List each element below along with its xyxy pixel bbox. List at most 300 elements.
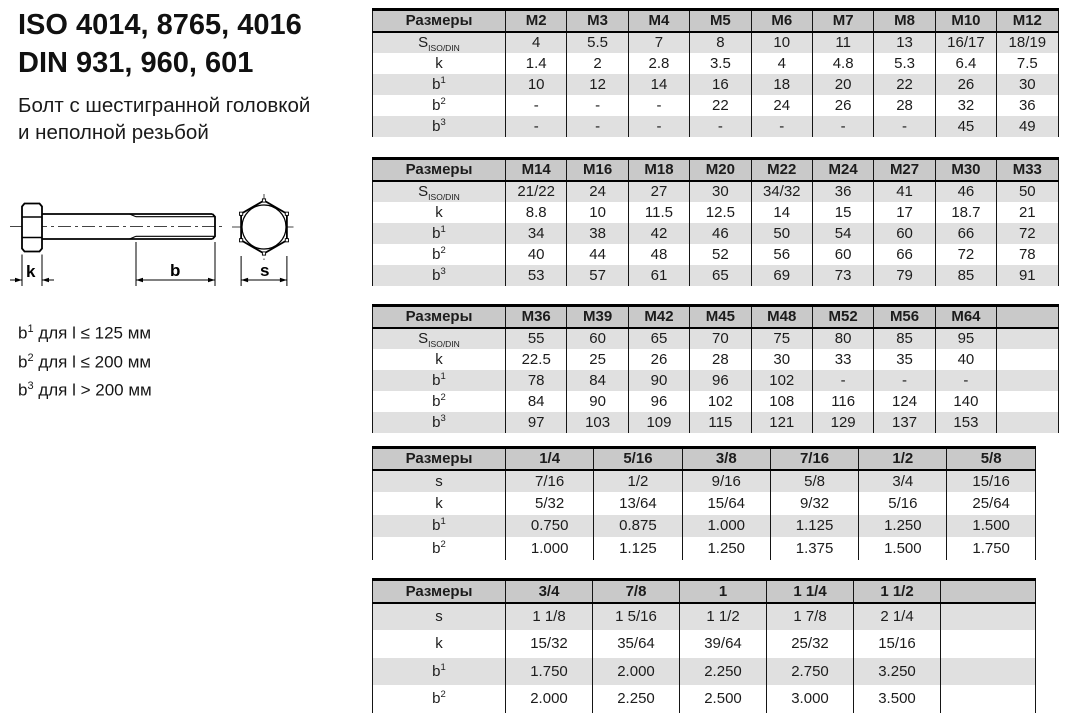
description-line-1: Болт с шестигранной головкой <box>18 94 311 117</box>
header-row <box>373 448 1036 470</box>
value-cell: 102 <box>690 391 751 412</box>
value-cell: 103 <box>567 412 628 433</box>
value-cell: 4 <box>751 53 812 74</box>
value-cell: 8 <box>690 32 751 53</box>
value-cell: 15/16 <box>854 630 941 658</box>
value-cell: 102 <box>751 370 812 391</box>
value-cell: 22 <box>874 74 935 95</box>
value-cell: 16 <box>690 74 751 95</box>
k-arrow-right <box>42 278 49 283</box>
value-cell: 2.8 <box>628 53 689 74</box>
value-cell: 72 <box>997 223 1058 244</box>
empty-column-header <box>997 306 1058 328</box>
value-cell: 54 <box>812 223 873 244</box>
row-label: $b^2$ <box>432 95 446 114</box>
value-cell: 13/64 <box>594 492 682 515</box>
dimension-table-inch-quarter-to-fiveeighths <box>372 446 1036 560</box>
value-cell: 46 <box>935 181 996 202</box>
value-cell: - <box>874 116 935 137</box>
value-cell: 15 <box>812 202 873 223</box>
value-cell: 1.750 <box>506 658 593 686</box>
column-header-M18: M18 <box>628 159 689 181</box>
footnote-1: $b^1$ для l ≤ 125 мм <box>18 323 152 343</box>
empty-cell <box>997 412 1058 433</box>
value-cell: 61 <box>628 265 689 286</box>
table-row-b2 <box>373 244 1059 265</box>
value-cell: 50 <box>751 223 812 244</box>
column-header-M2: M2 <box>506 10 567 32</box>
empty-column-header <box>941 580 1036 603</box>
value-cell: - <box>812 116 873 137</box>
value-cell: 26 <box>812 95 873 116</box>
value-cell: 18 <box>751 74 812 95</box>
value-cell: 85 <box>874 328 935 349</box>
description-line-2: и неполной резьбой <box>18 121 209 144</box>
value-cell: 84 <box>506 391 567 412</box>
value-cell: 2.750 <box>767 658 854 686</box>
value-cell: 57 <box>567 265 628 286</box>
value-cell: - <box>628 95 689 116</box>
column-header-M5: M5 <box>690 10 751 32</box>
row-label: $b^1$ <box>373 515 506 538</box>
row-label: $b^1$ <box>373 370 506 391</box>
value-cell: 14 <box>751 202 812 223</box>
value-cell: 32 <box>935 95 996 116</box>
table-row-b2 <box>373 685 1036 713</box>
corner-header: Размеры <box>373 580 506 603</box>
value-cell: 26 <box>935 74 996 95</box>
column-header-M12: M12 <box>997 10 1058 32</box>
value-cell: 16/17 <box>935 32 996 53</box>
value-cell: 115 <box>690 412 751 433</box>
value-cell: 129 <box>812 412 873 433</box>
table-row-k <box>373 492 1036 515</box>
dimension-table-metric-m14-m33 <box>372 157 1059 286</box>
corner-header: Размеры <box>373 306 506 328</box>
value-cell: 15/32 <box>506 630 593 658</box>
value-cell: 22 <box>690 95 751 116</box>
row-label: $b^1$ <box>373 74 506 95</box>
value-cell: 18.7 <box>935 202 996 223</box>
value-cell: 35 <box>874 349 935 370</box>
value-cell: 53 <box>506 265 567 286</box>
value-cell: 69 <box>751 265 812 286</box>
value-cell: 84 <box>567 370 628 391</box>
value-cell: 6.4 <box>935 53 996 74</box>
value-cell: 4 <box>506 32 567 53</box>
value-cell: 30 <box>997 74 1058 95</box>
value-cell: 70 <box>690 328 751 349</box>
value-cell: 42 <box>628 223 689 244</box>
value-cell: 66 <box>935 223 996 244</box>
value-cell: 11 <box>812 32 873 53</box>
value-cell: 48 <box>628 244 689 265</box>
value-cell: 78 <box>506 370 567 391</box>
column-header-3-8: 3/8 <box>682 448 770 470</box>
value-cell: 65 <box>628 328 689 349</box>
table-row-S-iso-din <box>373 32 1059 53</box>
value-cell: 10 <box>567 202 628 223</box>
column-header-M48: M48 <box>751 306 812 328</box>
table-row-b2 <box>373 537 1036 560</box>
row-label: $b^3$ <box>373 265 506 286</box>
value-cell: 22.5 <box>506 349 567 370</box>
value-cell: 116 <box>812 391 873 412</box>
bolt-drawing-svg <box>2 183 322 295</box>
value-cell: 40 <box>935 349 996 370</box>
column-header-M56: M56 <box>874 306 935 328</box>
row-label: $b^2$ <box>432 391 446 410</box>
value-cell: 1.750 <box>947 537 1035 560</box>
row-label: s <box>373 470 506 493</box>
value-cell: 2.000 <box>593 658 680 686</box>
value-cell: 1.250 <box>859 515 947 538</box>
value-cell: 1.250 <box>682 537 770 560</box>
value-cell: 1 1/2 <box>680 603 767 631</box>
table-row-k <box>373 349 1059 370</box>
value-cell: 109 <box>628 412 689 433</box>
value-cell: 12.5 <box>690 202 751 223</box>
column-header-1-1-2: 1 1/2 <box>854 580 941 603</box>
column-header-M16: M16 <box>567 159 628 181</box>
column-header-1: 1 <box>680 580 767 603</box>
header-row <box>373 10 1059 32</box>
value-cell: 24 <box>567 181 628 202</box>
empty-cell <box>997 370 1058 391</box>
value-cell: 1.000 <box>506 537 594 560</box>
value-cell: 15/64 <box>682 492 770 515</box>
bolt-technical-drawing <box>2 183 322 295</box>
value-cell: 39/64 <box>680 630 767 658</box>
value-cell: 7 <box>628 32 689 53</box>
value-cell: 108 <box>751 391 812 412</box>
s-arrow-right <box>280 278 287 283</box>
product-description <box>18 92 310 146</box>
table-row-k <box>373 53 1059 74</box>
column-header-M39: M39 <box>567 306 628 328</box>
value-cell: 36 <box>812 181 873 202</box>
value-cell: 65 <box>690 265 751 286</box>
value-cell: 14 <box>628 74 689 95</box>
header-row <box>373 159 1059 181</box>
value-cell: 5.5 <box>567 32 628 53</box>
value-cell: 28 <box>690 349 751 370</box>
value-cell: 78 <box>997 244 1058 265</box>
value-cell: 1 1/8 <box>506 603 593 631</box>
value-cell: 38 <box>567 223 628 244</box>
column-header-M6: M6 <box>751 10 812 32</box>
corner-header: Размеры <box>373 10 506 32</box>
value-cell: - <box>690 116 751 137</box>
value-cell: 11.5 <box>628 202 689 223</box>
value-cell: - <box>812 370 873 391</box>
column-header-M4: M4 <box>628 10 689 32</box>
value-cell: 121 <box>751 412 812 433</box>
column-header-M3: M3 <box>567 10 628 32</box>
table-row-s <box>373 470 1036 493</box>
empty-cell <box>997 328 1058 349</box>
value-cell: 50 <box>997 181 1058 202</box>
column-header-M14: M14 <box>506 159 567 181</box>
value-cell: 8.8 <box>506 202 567 223</box>
value-cell: 1.375 <box>770 537 858 560</box>
value-cell: 25/64 <box>947 492 1035 515</box>
value-cell: 15/16 <box>947 470 1035 493</box>
column-header-M30: M30 <box>935 159 996 181</box>
column-header-5-8: 5/8 <box>947 448 1035 470</box>
k-dimension-label: k <box>26 262 36 281</box>
column-header-M22: M22 <box>751 159 812 181</box>
corner-header: Размеры <box>373 159 506 181</box>
value-cell: 55 <box>506 328 567 349</box>
value-cell: 5/16 <box>859 492 947 515</box>
empty-cell <box>997 391 1058 412</box>
column-header-M20: M20 <box>690 159 751 181</box>
column-header-M27: M27 <box>874 159 935 181</box>
value-cell: 95 <box>935 328 996 349</box>
value-cell: 73 <box>812 265 873 286</box>
value-cell: 21/22 <box>506 181 567 202</box>
dimension-table-metric-m2-m12 <box>372 8 1059 137</box>
value-cell: 2.250 <box>593 685 680 713</box>
value-cell: 60 <box>567 328 628 349</box>
value-cell: 21 <box>997 202 1058 223</box>
value-cell: 0.750 <box>506 515 594 538</box>
table-row-b1 <box>373 658 1036 686</box>
table-row-b1 <box>373 515 1036 538</box>
table-row-b2 <box>373 95 1059 116</box>
value-cell: 2.000 <box>506 685 593 713</box>
column-header-3-4: 3/4 <box>506 580 593 603</box>
value-cell: 1.4 <box>506 53 567 74</box>
table-row-S-iso-din <box>373 328 1059 349</box>
s-arrow-left <box>241 278 248 283</box>
iso-standards-line: ISO 4014, 8765, 4016 <box>18 9 302 41</box>
value-cell: 56 <box>751 244 812 265</box>
value-cell: 0.875 <box>594 515 682 538</box>
row-label: $S_{ISO/DIN}$ <box>373 32 506 53</box>
column-header-1-2: 1/2 <box>859 448 947 470</box>
table-row-b3 <box>373 265 1059 286</box>
column-header-1-4: 1/4 <box>506 448 594 470</box>
row-label: k <box>435 635 443 653</box>
value-cell: 34/32 <box>751 181 812 202</box>
value-cell: 1.500 <box>859 537 947 560</box>
value-cell: 1 5/16 <box>593 603 680 631</box>
value-cell: 30 <box>751 349 812 370</box>
value-cell: 18/19 <box>997 32 1058 53</box>
s-dimension-label: s <box>260 261 270 280</box>
value-cell: 49 <box>997 116 1058 137</box>
value-cell: 35/64 <box>593 630 680 658</box>
empty-cell <box>941 603 1036 631</box>
table-row-b3 <box>373 412 1059 433</box>
value-cell: 79 <box>874 265 935 286</box>
table-row-k <box>373 202 1059 223</box>
value-cell: - <box>506 95 567 116</box>
value-cell: 3.000 <box>767 685 854 713</box>
value-cell: 28 <box>874 95 935 116</box>
table-row-b2 <box>373 391 1059 412</box>
column-header-1-1-4: 1 1/4 <box>767 580 854 603</box>
value-cell: 9/16 <box>682 470 770 493</box>
value-cell: 1.000 <box>682 515 770 538</box>
row-label: $b^2$ <box>432 244 446 263</box>
value-cell: - <box>567 95 628 116</box>
value-cell: - <box>874 370 935 391</box>
value-cell: 124 <box>874 391 935 412</box>
value-cell: 30 <box>690 181 751 202</box>
value-cell: 3.500 <box>854 685 941 713</box>
table-row-k <box>373 630 1036 658</box>
column-header-M45: M45 <box>690 306 751 328</box>
value-cell: 24 <box>751 95 812 116</box>
dimension-table-metric-m36-m64 <box>372 304 1059 433</box>
footnote-2: $b^2$ для l ≤ 200 мм <box>18 351 152 372</box>
value-cell: - <box>567 116 628 137</box>
row-label: $b^2$ <box>432 538 446 557</box>
column-header-7-16: 7/16 <box>770 448 858 470</box>
dimension-table-inch-threequarters-to-oneandhalf <box>372 578 1036 713</box>
empty-cell <box>941 630 1036 658</box>
value-cell: 96 <box>690 370 751 391</box>
value-cell: 5/32 <box>506 492 594 515</box>
value-cell: 25 <box>567 349 628 370</box>
value-cell: 3.250 <box>854 658 941 686</box>
footnote-3: $b^3$ для l > 200 мм <box>18 380 152 400</box>
column-header-M42: M42 <box>628 306 689 328</box>
value-cell: 5/8 <box>770 470 858 493</box>
footnotes <box>18 317 152 403</box>
value-cell: 10 <box>751 32 812 53</box>
value-cell: 7/16 <box>506 470 594 493</box>
value-cell: 66 <box>874 244 935 265</box>
value-cell: 40 <box>506 244 567 265</box>
value-cell: 60 <box>812 244 873 265</box>
b-arrow-left <box>136 278 143 283</box>
value-cell: 90 <box>628 370 689 391</box>
row-label: $b^1$ <box>373 658 506 686</box>
value-cell: 4.8 <box>812 53 873 74</box>
value-cell: 90 <box>567 391 628 412</box>
column-header-M7: M7 <box>812 10 873 32</box>
header-row <box>373 580 1036 603</box>
row-label: $S_{ISO/DIN}$ <box>373 328 506 349</box>
k-arrow-left <box>15 278 22 283</box>
value-cell: 3.5 <box>690 53 751 74</box>
value-cell: 25/32 <box>767 630 854 658</box>
row-label: k <box>435 203 443 221</box>
column-header-5-16: 5/16 <box>594 448 682 470</box>
value-cell: 5.3 <box>874 53 935 74</box>
column-header-M24: M24 <box>812 159 873 181</box>
row-label: k <box>435 350 443 368</box>
value-cell: 140 <box>935 391 996 412</box>
row-label: $b^3$ <box>373 116 506 137</box>
value-cell: 17 <box>874 202 935 223</box>
value-cell: - <box>935 370 996 391</box>
row-label: k <box>435 54 443 72</box>
value-cell: - <box>506 116 567 137</box>
value-cell: 7.5 <box>997 53 1058 74</box>
value-cell: 46 <box>690 223 751 244</box>
value-cell: 72 <box>935 244 996 265</box>
value-cell: 1 7/8 <box>767 603 854 631</box>
b-dimension-label: b <box>170 261 181 280</box>
value-cell: 26 <box>628 349 689 370</box>
value-cell: 3/4 <box>859 470 947 493</box>
value-cell: 33 <box>812 349 873 370</box>
empty-cell <box>941 685 1036 713</box>
table-row-b3 <box>373 116 1059 137</box>
value-cell: 75 <box>751 328 812 349</box>
value-cell: 45 <box>935 116 996 137</box>
column-header-M36: M36 <box>506 306 567 328</box>
value-cell: 1.125 <box>594 537 682 560</box>
value-cell: 34 <box>506 223 567 244</box>
row-label: $b^3$ <box>373 412 506 433</box>
table-row-S-iso-din <box>373 181 1059 202</box>
value-cell: 10 <box>506 74 567 95</box>
value-cell: 1/2 <box>594 470 682 493</box>
standards-title <box>18 6 302 82</box>
value-cell: 97 <box>506 412 567 433</box>
value-cell: 9/32 <box>770 492 858 515</box>
table-row-b1 <box>373 74 1059 95</box>
value-cell: 2 1/4 <box>854 603 941 631</box>
hex-head-outline <box>241 201 287 254</box>
row-label: k <box>435 494 443 512</box>
value-cell: 20 <box>812 74 873 95</box>
value-cell: 27 <box>628 181 689 202</box>
value-cell: - <box>751 116 812 137</box>
value-cell: 2.500 <box>680 685 767 713</box>
row-label: $b^2$ <box>432 689 446 708</box>
bolt-head-outline <box>22 204 42 252</box>
corner-header: Размеры <box>373 448 506 470</box>
value-cell: 60 <box>874 223 935 244</box>
row-label: $b^1$ <box>373 223 506 244</box>
column-header-M52: M52 <box>812 306 873 328</box>
value-cell: 41 <box>874 181 935 202</box>
value-cell: 13 <box>874 32 935 53</box>
column-header-M64: M64 <box>935 306 996 328</box>
column-header-M8: M8 <box>874 10 935 32</box>
table-row-s <box>373 603 1036 631</box>
value-cell: 44 <box>567 244 628 265</box>
empty-cell <box>997 349 1058 370</box>
column-header-7-8: 7/8 <box>593 580 680 603</box>
column-header-M10: M10 <box>935 10 996 32</box>
value-cell: 2 <box>567 53 628 74</box>
value-cell: 1.500 <box>947 515 1035 538</box>
value-cell: 96 <box>628 391 689 412</box>
value-cell: 80 <box>812 328 873 349</box>
value-cell: 12 <box>567 74 628 95</box>
value-cell: 2.250 <box>680 658 767 686</box>
header-row <box>373 306 1059 328</box>
empty-cell <box>941 658 1036 686</box>
column-header-M33: M33 <box>997 159 1058 181</box>
row-label: s <box>373 603 506 631</box>
table-row-b1 <box>373 223 1059 244</box>
b-arrow-right <box>208 278 215 283</box>
value-cell: 137 <box>874 412 935 433</box>
value-cell: - <box>628 116 689 137</box>
value-cell: 1.125 <box>770 515 858 538</box>
table-row-b1 <box>373 370 1059 391</box>
value-cell: 52 <box>690 244 751 265</box>
